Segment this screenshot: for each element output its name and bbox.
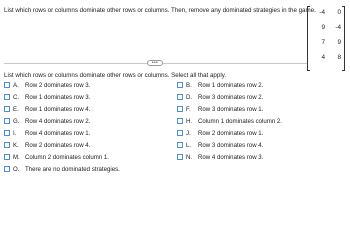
option-label: Row 3 dominates row 1. xyxy=(198,105,264,113)
checkbox[interactable] xyxy=(177,106,183,112)
option-f[interactable] xyxy=(177,104,263,114)
option-n[interactable] xyxy=(177,152,263,162)
option-m[interactable] xyxy=(4,152,109,162)
checkbox[interactable] xyxy=(177,82,183,88)
matrix-cell: -4 xyxy=(319,9,325,16)
matrix-cell: -4 xyxy=(335,24,341,31)
checkbox[interactable] xyxy=(4,142,10,148)
option-label: Row 2 dominates row 4. xyxy=(25,141,91,149)
option-d[interactable] xyxy=(177,92,263,102)
checkbox[interactable] xyxy=(4,106,10,112)
option-label: Row 4 dominates row 1. xyxy=(25,129,91,137)
option-label: Row 4 dominates row 2. xyxy=(25,117,91,125)
checkbox[interactable] xyxy=(4,94,10,100)
option-letter: N. xyxy=(186,153,193,161)
checkbox[interactable] xyxy=(177,94,183,100)
checkbox[interactable] xyxy=(177,118,183,124)
option-l[interactable] xyxy=(177,140,263,150)
option-label: Column 2 dominates column 1. xyxy=(25,153,110,161)
option-i[interactable] xyxy=(4,128,90,138)
option-label: Row 1 dominates row 4. xyxy=(25,105,91,113)
matrix-cell: 9 xyxy=(337,39,341,46)
checkbox[interactable] xyxy=(4,166,10,172)
matrix-cell: 0 xyxy=(337,9,341,16)
option-label: Row 3 dominates row 2. xyxy=(198,93,264,101)
matrix-left-bracket xyxy=(307,6,310,71)
option-letter: I. xyxy=(13,129,17,137)
checkbox[interactable] xyxy=(177,130,183,136)
option-c[interactable] xyxy=(4,92,90,102)
option-h[interactable] xyxy=(177,116,282,126)
matrix-cell: 8 xyxy=(337,54,341,61)
option-j[interactable] xyxy=(177,128,263,138)
option-b[interactable] xyxy=(177,80,263,90)
matrix-right-bracket xyxy=(342,6,345,71)
option-label: Row 1 dominates row 2. xyxy=(198,81,264,89)
option-letter: D. xyxy=(186,93,193,101)
checkbox[interactable] xyxy=(4,130,10,136)
option-letter: F. xyxy=(186,105,191,113)
option-label: Row 2 dominates row 3. xyxy=(25,81,91,89)
option-label: Column 1 dominates column 2. xyxy=(198,117,283,125)
option-letter: L. xyxy=(186,141,192,149)
matrix-row xyxy=(311,52,341,64)
option-letter: C. xyxy=(13,93,20,101)
option-label: There are no dominated strategies. xyxy=(25,165,120,173)
checkbox[interactable] xyxy=(4,82,10,88)
option-letter: J. xyxy=(186,129,191,137)
matrix-row xyxy=(311,22,341,34)
option-g[interactable] xyxy=(4,116,90,126)
option-k[interactable] xyxy=(4,140,90,150)
matrix-row xyxy=(311,7,341,19)
option-e[interactable] xyxy=(4,104,90,114)
matrix-cell: 9 xyxy=(321,24,325,31)
option-letter: A. xyxy=(13,81,19,89)
checkbox[interactable] xyxy=(4,154,10,160)
option-letter: M. xyxy=(13,153,20,161)
option-label: Row 4 dominates row 3. xyxy=(198,153,264,161)
option-letter: E. xyxy=(13,105,19,113)
option-a[interactable] xyxy=(4,80,90,90)
option-label: Row 2 dominates row 1. xyxy=(198,129,264,137)
checkbox[interactable] xyxy=(177,142,183,148)
option-letter: G. xyxy=(13,117,20,125)
matrix-cell: 7 xyxy=(321,39,325,46)
checkbox[interactable] xyxy=(4,118,10,124)
option-label: Row 1 dominates row 3. xyxy=(25,93,91,101)
matrix-row xyxy=(311,37,341,49)
payoff-matrix xyxy=(307,6,345,71)
question-text: List which rows or columns dominate other rows or columns. Select all that apply. xyxy=(4,72,227,79)
option-letter: H. xyxy=(186,117,193,125)
option-letter: B. xyxy=(186,81,192,89)
matrix-cell: 4 xyxy=(321,54,325,61)
problem-prompt: List which rows or columns dominate other rows or columns. Then, remove any dominated strategies in the game. xyxy=(4,7,316,14)
checkbox[interactable] xyxy=(177,154,183,160)
option-o[interactable] xyxy=(4,164,120,174)
option-label: Row 3 dominates row 4. xyxy=(198,141,264,149)
option-letter: O. xyxy=(13,165,20,173)
option-letter: K. xyxy=(13,141,19,149)
more-options-button[interactable]: ••• xyxy=(147,60,163,66)
